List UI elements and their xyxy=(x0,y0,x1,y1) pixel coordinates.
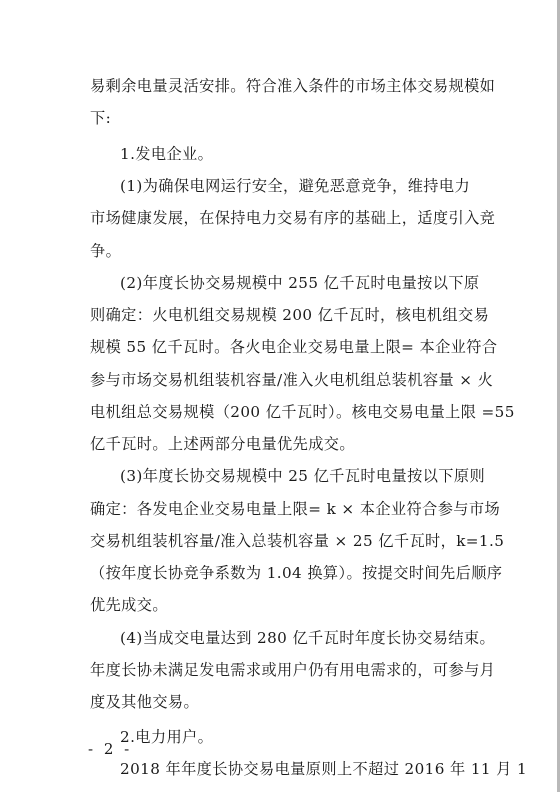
text-line: 年度长协未满足发电需求或用户仍有用电需求的，可参与月 xyxy=(90,661,496,679)
text-line: （按年度长协竞争系数为 1.04 换算）。按提交时间先后顺序 xyxy=(90,564,503,582)
paragraph-start: 2018 年年度长协交易电量原则上不超过 2016 年 11 月 1 xyxy=(120,760,528,778)
text-line: 则确定：火电机组交易规模 200 亿千瓦时，核电机组交易 xyxy=(90,306,490,324)
text-line: 交易机组装机容量/准入总装机容量 × 25 亿千瓦时，k=1.5 xyxy=(90,532,505,550)
text-line: 规模 55 亿千瓦时。各火电企业交易电量上限= 本企业符合 xyxy=(90,338,498,356)
text-line: 争。 xyxy=(90,242,122,260)
paragraph-start: (3)年度长协交易规模中 25 亿千瓦时电量按以下原则 xyxy=(120,467,486,485)
text-line: 易剩余电量灵活安排。符合准入条件的市场主体交易规模如 xyxy=(90,77,496,95)
text-line: 参与市场交易机组装机容量/准入火电机组总装机容量 × 火 xyxy=(90,371,494,389)
paragraph-start: (2)年度长协交易规模中 255 亿千瓦时电量按以下原 xyxy=(120,274,480,292)
paragraph-start: (1)为确保电网运行安全，避免恶意竞争，维持电力 xyxy=(120,177,471,195)
text-line: 下: xyxy=(90,109,112,127)
text-line: 确定：各发电企业交易电量上限= k × 本企业符合参与市场 xyxy=(90,500,501,518)
section-heading: 1.发电企业。 xyxy=(120,145,214,163)
text-line: 市场健康发展，在保持电力交易有序的基础上，适度引入竞 xyxy=(90,209,496,227)
text-line: 电机组总交易规模（200 亿千瓦时）。核电交易电量上限 =55 xyxy=(90,403,515,421)
section-heading: 2.电力用户。 xyxy=(120,728,214,746)
text-line: 亿千瓦时。上述两部分电量优先成交。 xyxy=(90,435,355,453)
paragraph-start: (4)当成交电量达到 280 亿千瓦时年度长协交易结束。 xyxy=(120,629,496,647)
text-line: 优先成交。 xyxy=(90,596,168,614)
page-number: - 2 - xyxy=(88,740,133,758)
text-line: 度及其他交易。 xyxy=(90,693,200,711)
